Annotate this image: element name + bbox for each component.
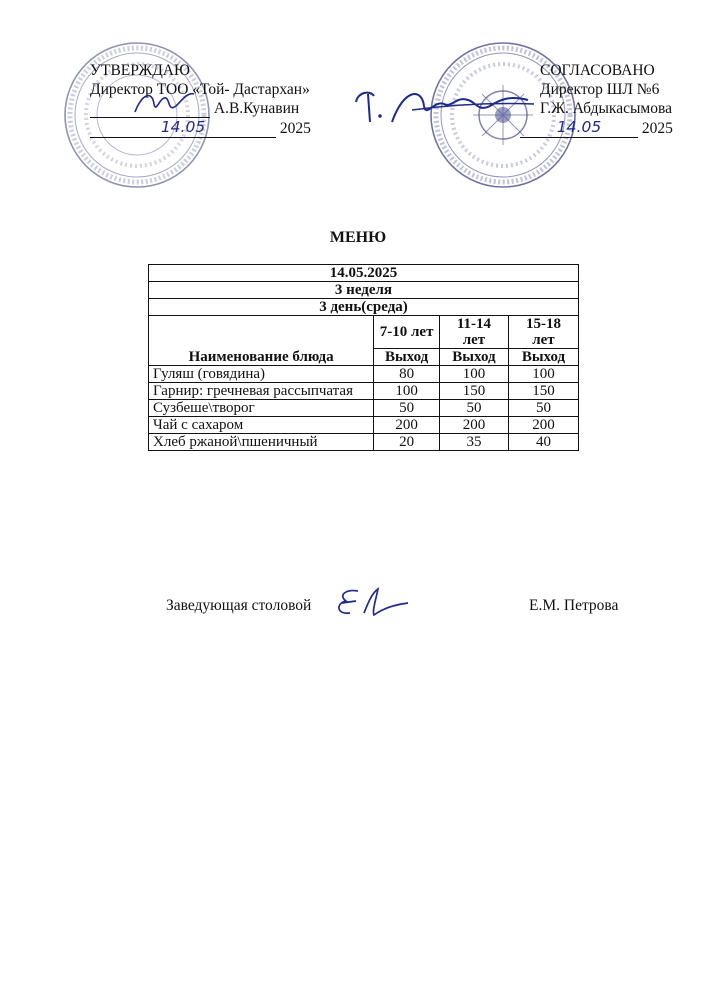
table-row xyxy=(149,400,579,417)
agree-year: 2025 xyxy=(641,120,673,137)
approve-year: 2025 xyxy=(279,120,311,137)
portion-value: 200 xyxy=(508,417,578,434)
dish-name: Хлеб ржаной\пшеничный xyxy=(149,434,374,451)
menu-table xyxy=(148,264,579,451)
portion-value: 200 xyxy=(439,417,508,434)
agree-date: 14.05 xyxy=(556,118,602,136)
approve-date: 14.05 xyxy=(160,118,206,136)
agree-position: Директор ШЛ №6 xyxy=(540,81,660,98)
footer-handwritten-signature xyxy=(332,583,412,623)
menu-date: 14.05.2025 xyxy=(149,265,579,282)
footer-name: Е.М. Петрова xyxy=(529,597,619,614)
table-row xyxy=(149,383,579,400)
approve-position: Директор ТОО «Той- Дастархан» xyxy=(90,81,310,98)
footer-role: Заведующая столовой xyxy=(166,597,312,614)
approve-heading: УТВЕРЖДАЮ xyxy=(90,62,190,79)
age-group-header: 15-18 лет xyxy=(508,316,578,349)
table-row xyxy=(149,366,579,383)
portion-header: Выход xyxy=(508,349,578,366)
agree-handwritten-signature xyxy=(352,82,542,132)
portion-value: 100 xyxy=(439,366,508,383)
approve-handwritten-signature xyxy=(130,86,200,120)
table-row xyxy=(149,434,579,451)
dish-column-header: Наименование блюда xyxy=(149,316,374,366)
portion-value: 50 xyxy=(374,400,440,417)
portion-header: Выход xyxy=(439,349,508,366)
portion-value: 35 xyxy=(439,434,508,451)
agree-block xyxy=(520,61,673,138)
footer-signature-row xyxy=(166,597,636,615)
page-title: МЕНЮ xyxy=(329,229,387,246)
approve-date-line xyxy=(90,118,311,138)
approve-name: А.В.Кунавин xyxy=(213,100,300,117)
age-group-header: 7-10 лет xyxy=(374,316,440,349)
portion-value: 150 xyxy=(508,383,578,400)
portion-header: Выход xyxy=(374,349,440,366)
approve-signature-line xyxy=(90,99,311,118)
portion-value: 150 xyxy=(439,383,508,400)
portion-value: 100 xyxy=(508,366,578,383)
menu-week: 3 неделя xyxy=(149,282,579,299)
approve-block xyxy=(90,61,311,138)
table-row xyxy=(149,417,579,434)
portion-value: 100 xyxy=(374,383,440,400)
portion-value: 80 xyxy=(374,366,440,383)
dish-name: Сузбеше\творог xyxy=(149,400,374,417)
dish-name: Гарнир: гречневая рассыпчатая xyxy=(149,383,374,400)
agree-name: Г.Ж. Абдыкасымова xyxy=(540,100,672,117)
age-group-header: 11-14 лет xyxy=(439,316,508,349)
portion-value: 50 xyxy=(439,400,508,417)
dish-name: Чай с сахаром xyxy=(149,417,374,434)
agree-heading: СОГЛАСОВАНО xyxy=(540,62,655,79)
agree-date-line xyxy=(520,118,673,138)
portion-value: 20 xyxy=(374,434,440,451)
portion-value: 50 xyxy=(508,400,578,417)
portion-value: 200 xyxy=(374,417,440,434)
dish-name: Гуляш (говядина) xyxy=(149,366,374,383)
menu-day: 3 день(среда) xyxy=(149,299,579,316)
portion-value: 40 xyxy=(508,434,578,451)
